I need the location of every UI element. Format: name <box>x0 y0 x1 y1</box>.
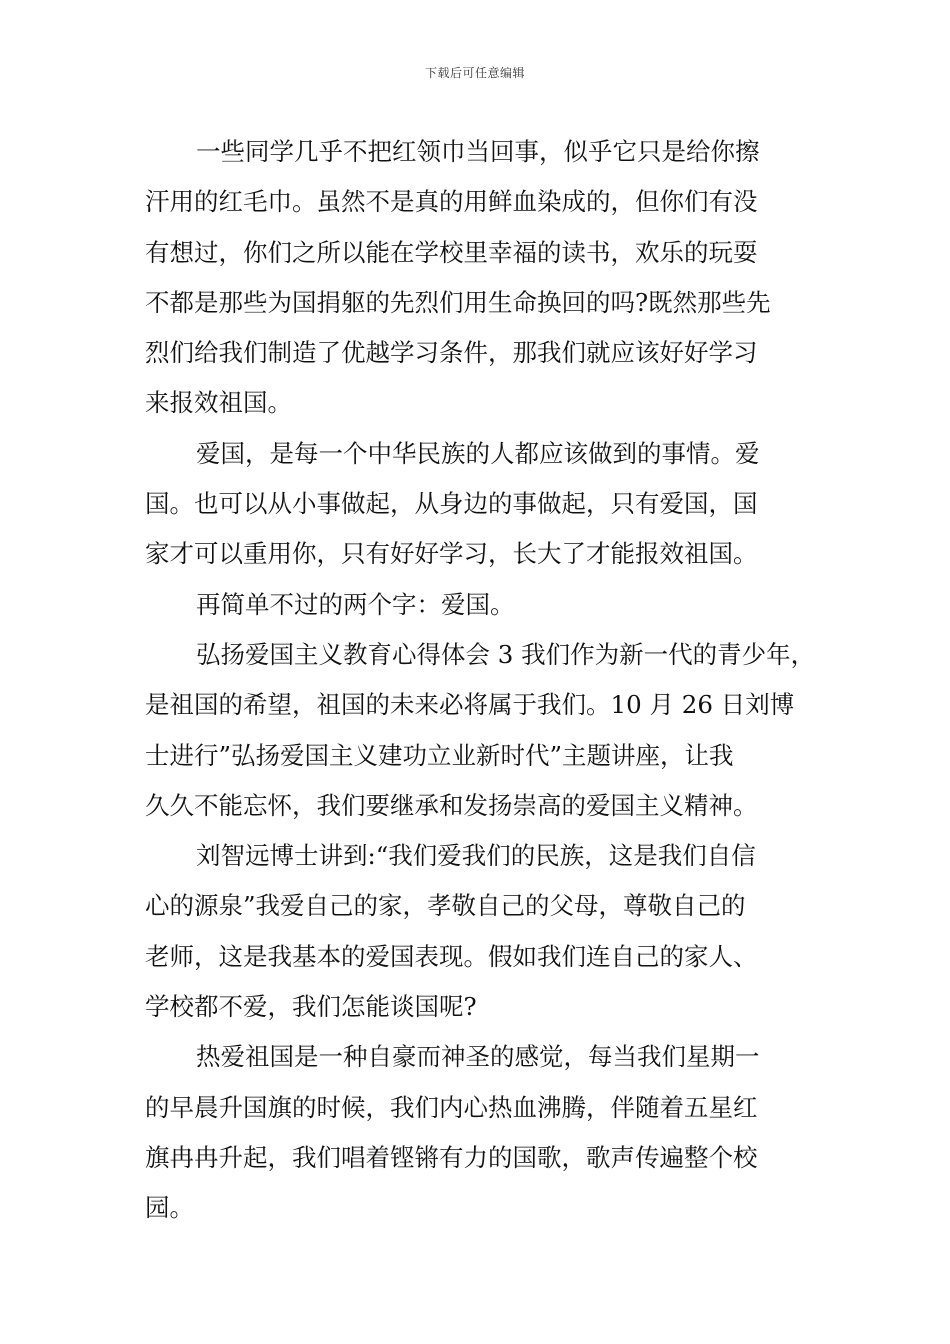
text-line: 心的源泉”我爱自己的家，孝敬自己的父母，尊敬自己的 <box>145 891 746 921</box>
text-line: 有想过，你们之所以能在学校里幸福的读书，欢乐的玩耍 <box>145 237 758 267</box>
text-line: 热爱祖国是一种自豪而神圣的感觉，每当我们星期一 <box>196 1042 760 1072</box>
text-line: 爱国，是每一个中华民族的人都应该做到的事情。爱 <box>196 438 760 468</box>
text-line: 的早晨升国旗的时候，我们内心热血沸腾，伴随着五星红 <box>145 1092 758 1122</box>
text-line: 旗冉冉升起，我们唱着铿锵有力的国歌，歌声传遍整个校 <box>145 1142 758 1172</box>
text-line: 园。 <box>145 1193 194 1223</box>
text-line: 老师，这是我基本的爱国表现。假如我们连自己的家人、 <box>145 941 758 971</box>
text-line: 再简单不过的两个字：爱国。 <box>196 589 515 619</box>
text-line: 久久不能忘怀，我们要继承和发扬崇高的爱国主义精神。 <box>145 790 758 820</box>
page-header: 下载后可任意编辑 <box>424 66 525 80</box>
text-line: 来报效祖国。 <box>145 388 292 418</box>
text-line: 国。也可以从小事做起，从身边的事做起，只有爱国，国 <box>145 489 758 519</box>
text-line: 汗用的红毛巾。虽然不是真的用鲜血染成的，但你们有没 <box>145 187 758 217</box>
text-line: 不都是那些为国捐躯的先烈们用生命换回的吗?既然那些先 <box>145 287 771 317</box>
document-body <box>145 127 816 1234</box>
text-line: 家才可以重用你，只有好好学习，长大了才能报效祖国。 <box>145 539 758 569</box>
text-line: 是祖国的希望，祖国的未来必将属于我们。10 月 26 日刘博 <box>145 690 795 720</box>
text-line: 弘扬爱国主义教育心得体会 3 我们作为新一代的青少年， <box>196 639 816 669</box>
text-line: 士进行”弘扬爱国主义建功立业新时代”主题讲座，让我 <box>145 740 734 770</box>
text-line: 烈们给我们制造了优越学习条件，那我们就应该好好学习 <box>145 338 758 368</box>
text-line: 学校都不爱，我们怎能谈国呢? <box>145 992 477 1022</box>
text-line: 刘智远博士讲到:“我们爱我们的民族，这是我们自信 <box>196 841 756 871</box>
text-line: 一些同学几乎不把红领巾当回事，似乎它只是给你擦 <box>196 137 760 166</box>
